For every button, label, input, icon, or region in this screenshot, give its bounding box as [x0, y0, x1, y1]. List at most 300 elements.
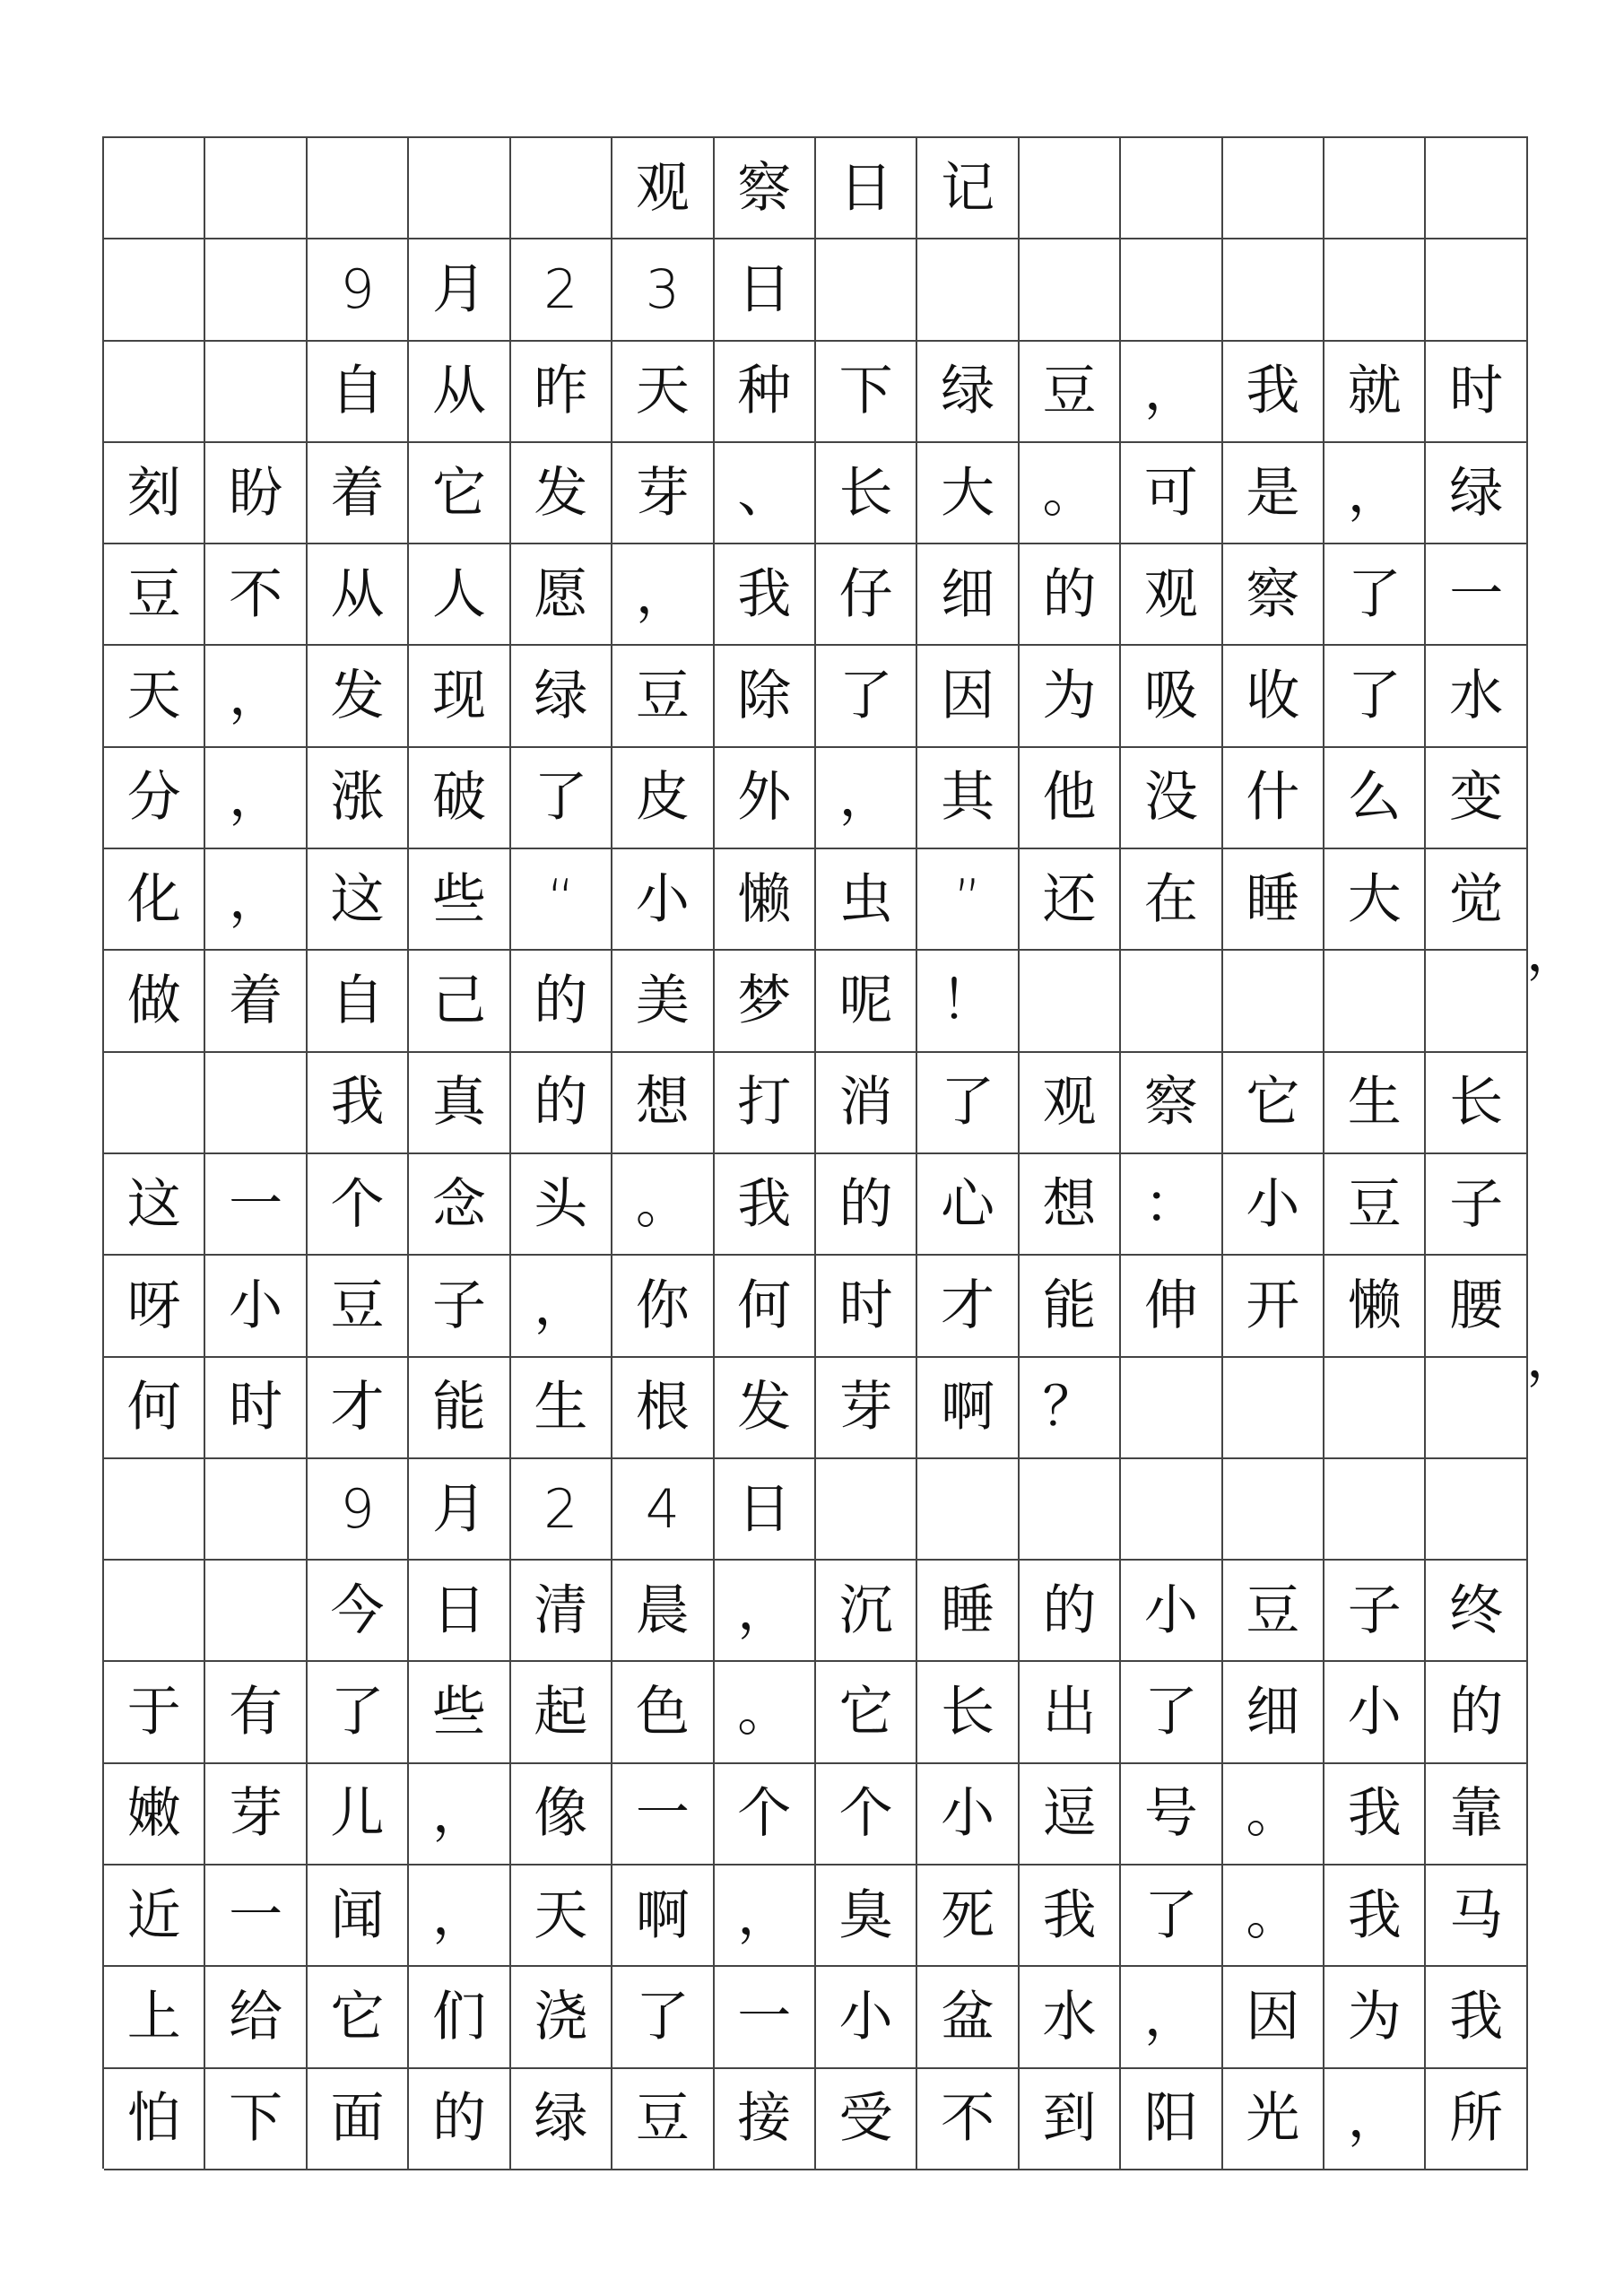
grid-cell: 能: [1020, 1256, 1121, 1357]
grid-cell: 收: [1223, 646, 1324, 747]
grid-cell: 嫩: [104, 1764, 205, 1866]
grid-cell: 记: [917, 138, 1019, 239]
composition-grid: [102, 136, 1528, 2169]
grid-cell: 逗: [1020, 1764, 1121, 1866]
grid-cell: 仔: [816, 544, 917, 646]
grid-cell: 今: [308, 1561, 409, 1662]
grid-cell: 大: [917, 443, 1019, 544]
grid-cell: 可: [1121, 443, 1222, 544]
grid-cell: 大: [1324, 849, 1426, 951]
grid-cell: 没: [1121, 748, 1222, 849]
grid-cell: 豆: [308, 1256, 409, 1357]
grid-cell: [1426, 239, 1527, 341]
grid-row: [104, 1053, 1528, 1154]
grid-cell: 我: [308, 1053, 409, 1154]
grid-cell: 么: [1324, 748, 1426, 849]
grid-cell: 睡: [917, 1561, 1019, 1662]
grid-cell: 开: [1223, 1256, 1324, 1357]
grid-cell: 接: [715, 2069, 816, 2170]
grid-cell: 察: [1223, 544, 1324, 646]
grid-cell: [917, 1459, 1019, 1561]
grid-cell: [205, 1459, 307, 1561]
grid-cell: 个: [715, 1764, 816, 1866]
grid-cell: ，: [409, 1764, 510, 1866]
grid-cell: 着: [308, 443, 409, 544]
grid-cell: 变: [1426, 748, 1527, 849]
grid-cell: 为: [1020, 646, 1121, 747]
grid-cell: 发: [715, 1358, 816, 1459]
grid-cell: 了: [816, 646, 917, 747]
grid-cell: 种: [715, 342, 816, 443]
grid-row: [104, 1866, 1528, 1967]
grid-cell: [205, 239, 307, 341]
grid-cell: 9: [308, 239, 409, 341]
grid-cell: [409, 138, 510, 239]
grid-cell: 想: [612, 1053, 714, 1154]
grid-cell: 它: [308, 1967, 409, 2068]
grid-row: [104, 951, 1528, 1052]
grid-cell: 晨: [612, 1561, 714, 1662]
grid-cell: 呀: [104, 1256, 205, 1357]
grid-cell: [1426, 1459, 1527, 1561]
grid-cell: 破: [409, 748, 510, 849]
grid-cell: 天: [104, 646, 205, 747]
grid-cell: 己: [409, 951, 510, 1052]
grid-cell: 近: [104, 1866, 205, 1967]
grid-cell: 它: [816, 1662, 917, 1763]
grid-cell: [104, 239, 205, 341]
grid-cell: 念: [409, 1154, 510, 1256]
grid-cell: 的: [1020, 544, 1121, 646]
grid-cell: 分: [104, 748, 205, 849]
grid-cell: 月: [409, 1459, 510, 1561]
grid-cell: 头: [511, 1154, 612, 1256]
grid-cell: [1223, 1358, 1324, 1459]
grid-cell: 。: [1223, 1866, 1324, 1967]
grid-cell: 绿: [511, 646, 612, 747]
grid-cell: ，: [1121, 342, 1222, 443]
grid-cell: 2: [511, 239, 612, 341]
grid-cell: 死: [917, 1866, 1019, 1967]
grid-cell: [1324, 951, 1426, 1052]
grid-cell: 梦: [715, 951, 816, 1052]
grid-cell: [1121, 951, 1222, 1052]
grid-cell: [1223, 951, 1324, 1052]
grid-cell: [1324, 138, 1426, 239]
grid-cell: 时: [816, 1256, 917, 1357]
grid-cell: [104, 1561, 205, 1662]
grid-cell: 。: [1223, 1764, 1324, 1866]
grid-cell: ，: [715, 1561, 816, 1662]
grid-cell: 天: [511, 1866, 612, 1967]
grid-cell: [308, 138, 409, 239]
grid-cell: 的: [1020, 1561, 1121, 1662]
grid-row: [104, 646, 1528, 747]
grid-cell: [205, 1053, 307, 1154]
grid-cell: 从: [308, 544, 409, 646]
grid-cell: 长: [917, 1662, 1019, 1763]
grid-cell: 芽: [205, 1764, 307, 1866]
grid-cell: 下: [816, 342, 917, 443]
grid-cell: 我: [1426, 1967, 1527, 2068]
grid-cell: 号: [1121, 1764, 1222, 1866]
grid-cell: ，: [409, 1866, 510, 1967]
grid-cell: 心: [917, 1154, 1019, 1256]
grid-cell: 日: [715, 239, 816, 341]
grid-row: [104, 443, 1528, 544]
grid-cell: 水: [1426, 646, 1527, 747]
grid-cell: 呢: [816, 951, 917, 1052]
grid-cell: 观: [612, 138, 714, 239]
grid-cell: 个: [308, 1154, 409, 1256]
grid-cell: 3: [612, 239, 714, 341]
grid-cell: 小: [1121, 1561, 1222, 1662]
grid-cell: 化: [104, 849, 205, 951]
grid-cell: [917, 239, 1019, 341]
grid-cell: 除: [715, 646, 816, 747]
grid-cell: 阳: [1121, 2069, 1222, 2170]
grid-cell: [1324, 1459, 1426, 1561]
grid-cell: 、: [715, 443, 816, 544]
grid-cell: 为: [1324, 1967, 1426, 2068]
grid-cell: 9: [308, 1459, 409, 1561]
grid-cell: ！: [917, 951, 1019, 1052]
grid-cell: 外: [715, 748, 816, 849]
grid-cell: 些: [409, 1662, 510, 1763]
grid-cell: 小: [1223, 1154, 1324, 1256]
grid-cell: 不: [205, 544, 307, 646]
grid-cell: 做: [104, 951, 205, 1052]
grid-cell: [1223, 1459, 1324, 1561]
grid-cell: ？: [1020, 1358, 1121, 1459]
grid-cell: 生: [511, 1358, 612, 1459]
grid-cell: 想: [1020, 1154, 1121, 1256]
grid-cell: 盼: [205, 443, 307, 544]
grid-cell: [1324, 239, 1426, 341]
grid-cell: [1121, 239, 1222, 341]
grid-cell: 美: [612, 951, 714, 1052]
grid-cell: 浇: [511, 1967, 612, 2068]
grid-cell: 根: [612, 1358, 714, 1459]
grid-cell: 小: [205, 1256, 307, 1357]
grid-cell: 观: [1020, 1053, 1121, 1154]
grid-cell: 怕: [104, 2069, 205, 2170]
grid-cell: 个: [816, 1764, 917, 1866]
grid-cell: 子: [409, 1256, 510, 1357]
grid-cell: 了: [308, 1662, 409, 1763]
grid-cell: 一: [612, 1764, 714, 1866]
grid-row: [104, 1967, 1528, 2068]
grid-cell: [1223, 239, 1324, 341]
grid-cell: 消: [816, 1053, 917, 1154]
grid-cell: 于: [104, 1662, 205, 1763]
grid-cell: [1426, 951, 1527, 1052]
grid-cell: 吸: [1121, 646, 1222, 747]
grid-cell: 其: [917, 748, 1019, 849]
grid-cell: ，: [205, 849, 307, 951]
grid-cell: 儿: [308, 1764, 409, 1866]
grid-cell: 下: [205, 2069, 307, 2170]
grid-cell: [205, 1561, 307, 1662]
grid-cell: 了: [511, 748, 612, 849]
grid-cell: [205, 342, 307, 443]
grid-cell: 我: [1324, 1866, 1426, 1967]
grid-cell: [104, 1459, 205, 1561]
grid-cell: 豆: [1020, 342, 1121, 443]
grid-cell: 长: [1426, 1053, 1527, 1154]
grid-cell: [1020, 138, 1121, 239]
grid-cell: 的: [409, 2069, 510, 2170]
grid-row: [104, 138, 1528, 239]
grid-cell: ，: [715, 1866, 816, 1967]
grid-cell: 这: [104, 1154, 205, 1256]
grid-cell: ：: [1121, 1154, 1222, 1256]
grid-cell: 的: [1426, 1662, 1527, 1763]
grid-cell: 我: [1020, 1866, 1121, 1967]
grid-cell: ，: [612, 544, 714, 646]
grid-cell: 日: [816, 138, 917, 239]
grid-cell: 闻: [308, 1866, 409, 1967]
grid-cell: [1020, 951, 1121, 1052]
grid-cell: 了: [1121, 1662, 1222, 1763]
grid-cell: [1324, 1358, 1426, 1459]
grid-cell: 虫: [816, 849, 917, 951]
grid-cell: 小: [612, 849, 714, 951]
grid-cell: 受: [816, 2069, 917, 2170]
grid-cell: 人: [409, 544, 510, 646]
grid-cell: 豆: [612, 646, 714, 747]
grid-row: [104, 1154, 1528, 1256]
grid-cell: 察: [1121, 1053, 1222, 1154]
grid-cell: 豆: [104, 544, 205, 646]
grid-cell: 发: [511, 443, 612, 544]
grid-cell: 天: [612, 342, 714, 443]
grid-cell: ，: [511, 1256, 612, 1357]
grid-cell: 豆: [612, 2069, 714, 2170]
grid-cell: 发: [308, 646, 409, 747]
grid-cell: 的: [511, 1053, 612, 1154]
grid-cell: 还: [1020, 849, 1121, 951]
grid-cell: 在: [1121, 849, 1222, 951]
grid-cell: [104, 138, 205, 239]
grid-cell: 豆: [1324, 1154, 1426, 1256]
grid-cell: 了: [1121, 1866, 1222, 1967]
grid-cell: 出: [1020, 1662, 1121, 1763]
grid-cell: 面: [308, 2069, 409, 2170]
grid-cell: [1121, 1358, 1222, 1459]
grid-cell: 何: [104, 1358, 205, 1459]
grid-cell: 一: [715, 1967, 816, 2068]
grid-cell: 什: [1223, 748, 1324, 849]
grid-cell: 终: [1426, 1561, 1527, 1662]
grid-cell: 起: [511, 1662, 612, 1763]
grid-cell: ”: [917, 849, 1019, 951]
grid-row: [104, 1561, 1528, 1662]
grid-cell: 着: [205, 951, 307, 1052]
margin-comma-row-12: ，: [1526, 1327, 1580, 1390]
grid-cell: 因: [1223, 1967, 1324, 2068]
grid-row: [104, 1764, 1528, 1866]
grid-cell: 时: [205, 1358, 307, 1459]
grid-cell: 日: [409, 1561, 510, 1662]
grid-cell: 马: [1426, 1866, 1527, 1967]
grid-cell: 了: [1324, 544, 1426, 646]
grid-row: [104, 748, 1528, 849]
grid-cell: 我: [1223, 342, 1324, 443]
grid-cell: 就: [1324, 342, 1426, 443]
grid-cell: 了: [917, 1053, 1019, 1154]
grid-cell: 有: [205, 1662, 307, 1763]
grid-row: [104, 1358, 1528, 1459]
grid-cell: 懒: [715, 849, 816, 951]
grid-row: [104, 342, 1528, 443]
grid-cell: 一: [205, 1866, 307, 1967]
grid-cell: [1020, 239, 1121, 341]
grid-cell: 你: [612, 1256, 714, 1357]
grid-row: [104, 2069, 1528, 2170]
grid-cell: 何: [715, 1256, 816, 1357]
grid-cell: 时: [1426, 342, 1527, 443]
grid-cell: 现: [409, 646, 510, 747]
grid-cell: [104, 342, 205, 443]
grid-row: [104, 1256, 1528, 1357]
grid-cell: 打: [715, 1053, 816, 1154]
grid-cell: ，: [1121, 1967, 1222, 2068]
grid-cell: 因: [917, 646, 1019, 747]
grid-cell: 绿: [917, 342, 1019, 443]
grid-cell: 。: [1020, 443, 1121, 544]
grid-cell: [205, 138, 307, 239]
grid-cell: 水: [1020, 1967, 1121, 2068]
grid-cell: [1121, 1459, 1222, 1561]
grid-cell: 长: [816, 443, 917, 544]
grid-cell: 绿: [1426, 443, 1527, 544]
grid-cell: 我: [1324, 1764, 1426, 1866]
grid-cell: 们: [409, 1967, 510, 2068]
grid-cell: 芽: [612, 443, 714, 544]
grid-cell: “: [511, 849, 612, 951]
grid-cell: [1020, 1459, 1121, 1561]
grid-cell: 生: [1324, 1053, 1426, 1154]
grid-cell: 2: [511, 1459, 612, 1561]
grid-cell: 沉: [816, 1561, 917, 1662]
grid-cell: 上: [104, 1967, 205, 2068]
grid-cell: 我: [715, 1154, 816, 1256]
grid-row: [104, 1459, 1528, 1561]
grid-cell: 愿: [511, 544, 612, 646]
grid-cell: 了: [1324, 646, 1426, 747]
grid-cell: 皮: [612, 748, 714, 849]
grid-cell: 子: [1324, 1561, 1426, 1662]
grid-cell: 4: [612, 1459, 714, 1561]
grid-cell: 细: [917, 544, 1019, 646]
grid-cell: 给: [205, 1967, 307, 2068]
grid-cell: 觉: [1426, 849, 1527, 951]
grid-cell: 小: [816, 1967, 917, 2068]
grid-cell: 观: [1121, 544, 1222, 646]
grid-cell: 细: [1223, 1662, 1324, 1763]
grid-cell: ，: [816, 748, 917, 849]
grid-cell: 的: [511, 951, 612, 1052]
grid-cell: 它: [409, 443, 510, 544]
grid-cell: 小: [1324, 1662, 1426, 1763]
grid-cell: 啊: [612, 1866, 714, 1967]
grid-cell: 他: [1020, 748, 1121, 849]
grid-cell: 像: [511, 1764, 612, 1866]
grid-cell: 靠: [1426, 1764, 1527, 1866]
grid-cell: 一: [1426, 544, 1527, 646]
grid-cell: 清: [511, 1561, 612, 1662]
margin-comma-row-8: ，: [1526, 921, 1580, 984]
grid-cell: 到: [1020, 2069, 1121, 2170]
grid-cell: 自: [308, 951, 409, 1052]
grid-cell: 日: [715, 1459, 816, 1561]
grid-cell: [816, 239, 917, 341]
grid-cell: 一: [205, 1154, 307, 1256]
grid-cell: 啊: [917, 1358, 1019, 1459]
grid-cell: 刻: [104, 443, 205, 544]
grid-cell: 是: [1223, 443, 1324, 544]
grid-cell: ，: [1324, 443, 1426, 544]
grid-cell: [1223, 138, 1324, 239]
grid-cell: 绿: [511, 2069, 612, 2170]
grid-cell: 月: [409, 239, 510, 341]
grid-cell: 涨: [308, 748, 409, 849]
grid-cell: 真: [409, 1053, 510, 1154]
grid-cell: ，: [1324, 2069, 1426, 2170]
grid-cell: 小: [917, 1764, 1019, 1866]
grid-row: [104, 1662, 1528, 1763]
grid-cell: 不: [917, 2069, 1019, 2170]
grid-cell: 昨: [511, 342, 612, 443]
grid-cell: 这: [308, 849, 409, 951]
grid-cell: 所: [1426, 2069, 1527, 2170]
grid-cell: 。: [612, 1154, 714, 1256]
grid-cell: 芽: [816, 1358, 917, 1459]
grid-cell: 我: [715, 544, 816, 646]
grid-cell: 能: [409, 1358, 510, 1459]
grid-cell: [1426, 138, 1527, 239]
grid-cell: 自: [308, 342, 409, 443]
grid-cell: 了: [612, 1967, 714, 2068]
grid-cell: 。: [715, 1662, 816, 1763]
grid-cell: 睡: [1223, 849, 1324, 951]
grid-row: [104, 849, 1528, 951]
grid-cell: 它: [1223, 1053, 1324, 1154]
grid-cell: ，: [205, 748, 307, 849]
grid-cell: 才: [917, 1256, 1019, 1357]
grid-cell: 光: [1223, 2069, 1324, 2170]
grid-cell: 子: [1426, 1154, 1527, 1256]
grid-cell: 腰: [1426, 1256, 1527, 1357]
grid-cell: 才: [308, 1358, 409, 1459]
grid-cell: 豆: [1223, 1561, 1324, 1662]
grid-cell: 察: [715, 138, 816, 239]
grid-cell: 的: [816, 1154, 917, 1256]
grid-cell: ，: [205, 646, 307, 747]
grid-cell: 臭: [816, 1866, 917, 1967]
grid-cell: 伸: [1121, 1256, 1222, 1357]
grid-cell: [1121, 138, 1222, 239]
grid-cell: [1426, 1358, 1527, 1459]
grid-cell: 些: [409, 849, 510, 951]
grid-cell: [104, 1053, 205, 1154]
grid-cell: [816, 1459, 917, 1561]
grid-row: [104, 239, 1528, 341]
grid-cell: 懒: [1324, 1256, 1426, 1357]
grid-row: [104, 544, 1528, 646]
grid-cell: 色: [612, 1662, 714, 1763]
